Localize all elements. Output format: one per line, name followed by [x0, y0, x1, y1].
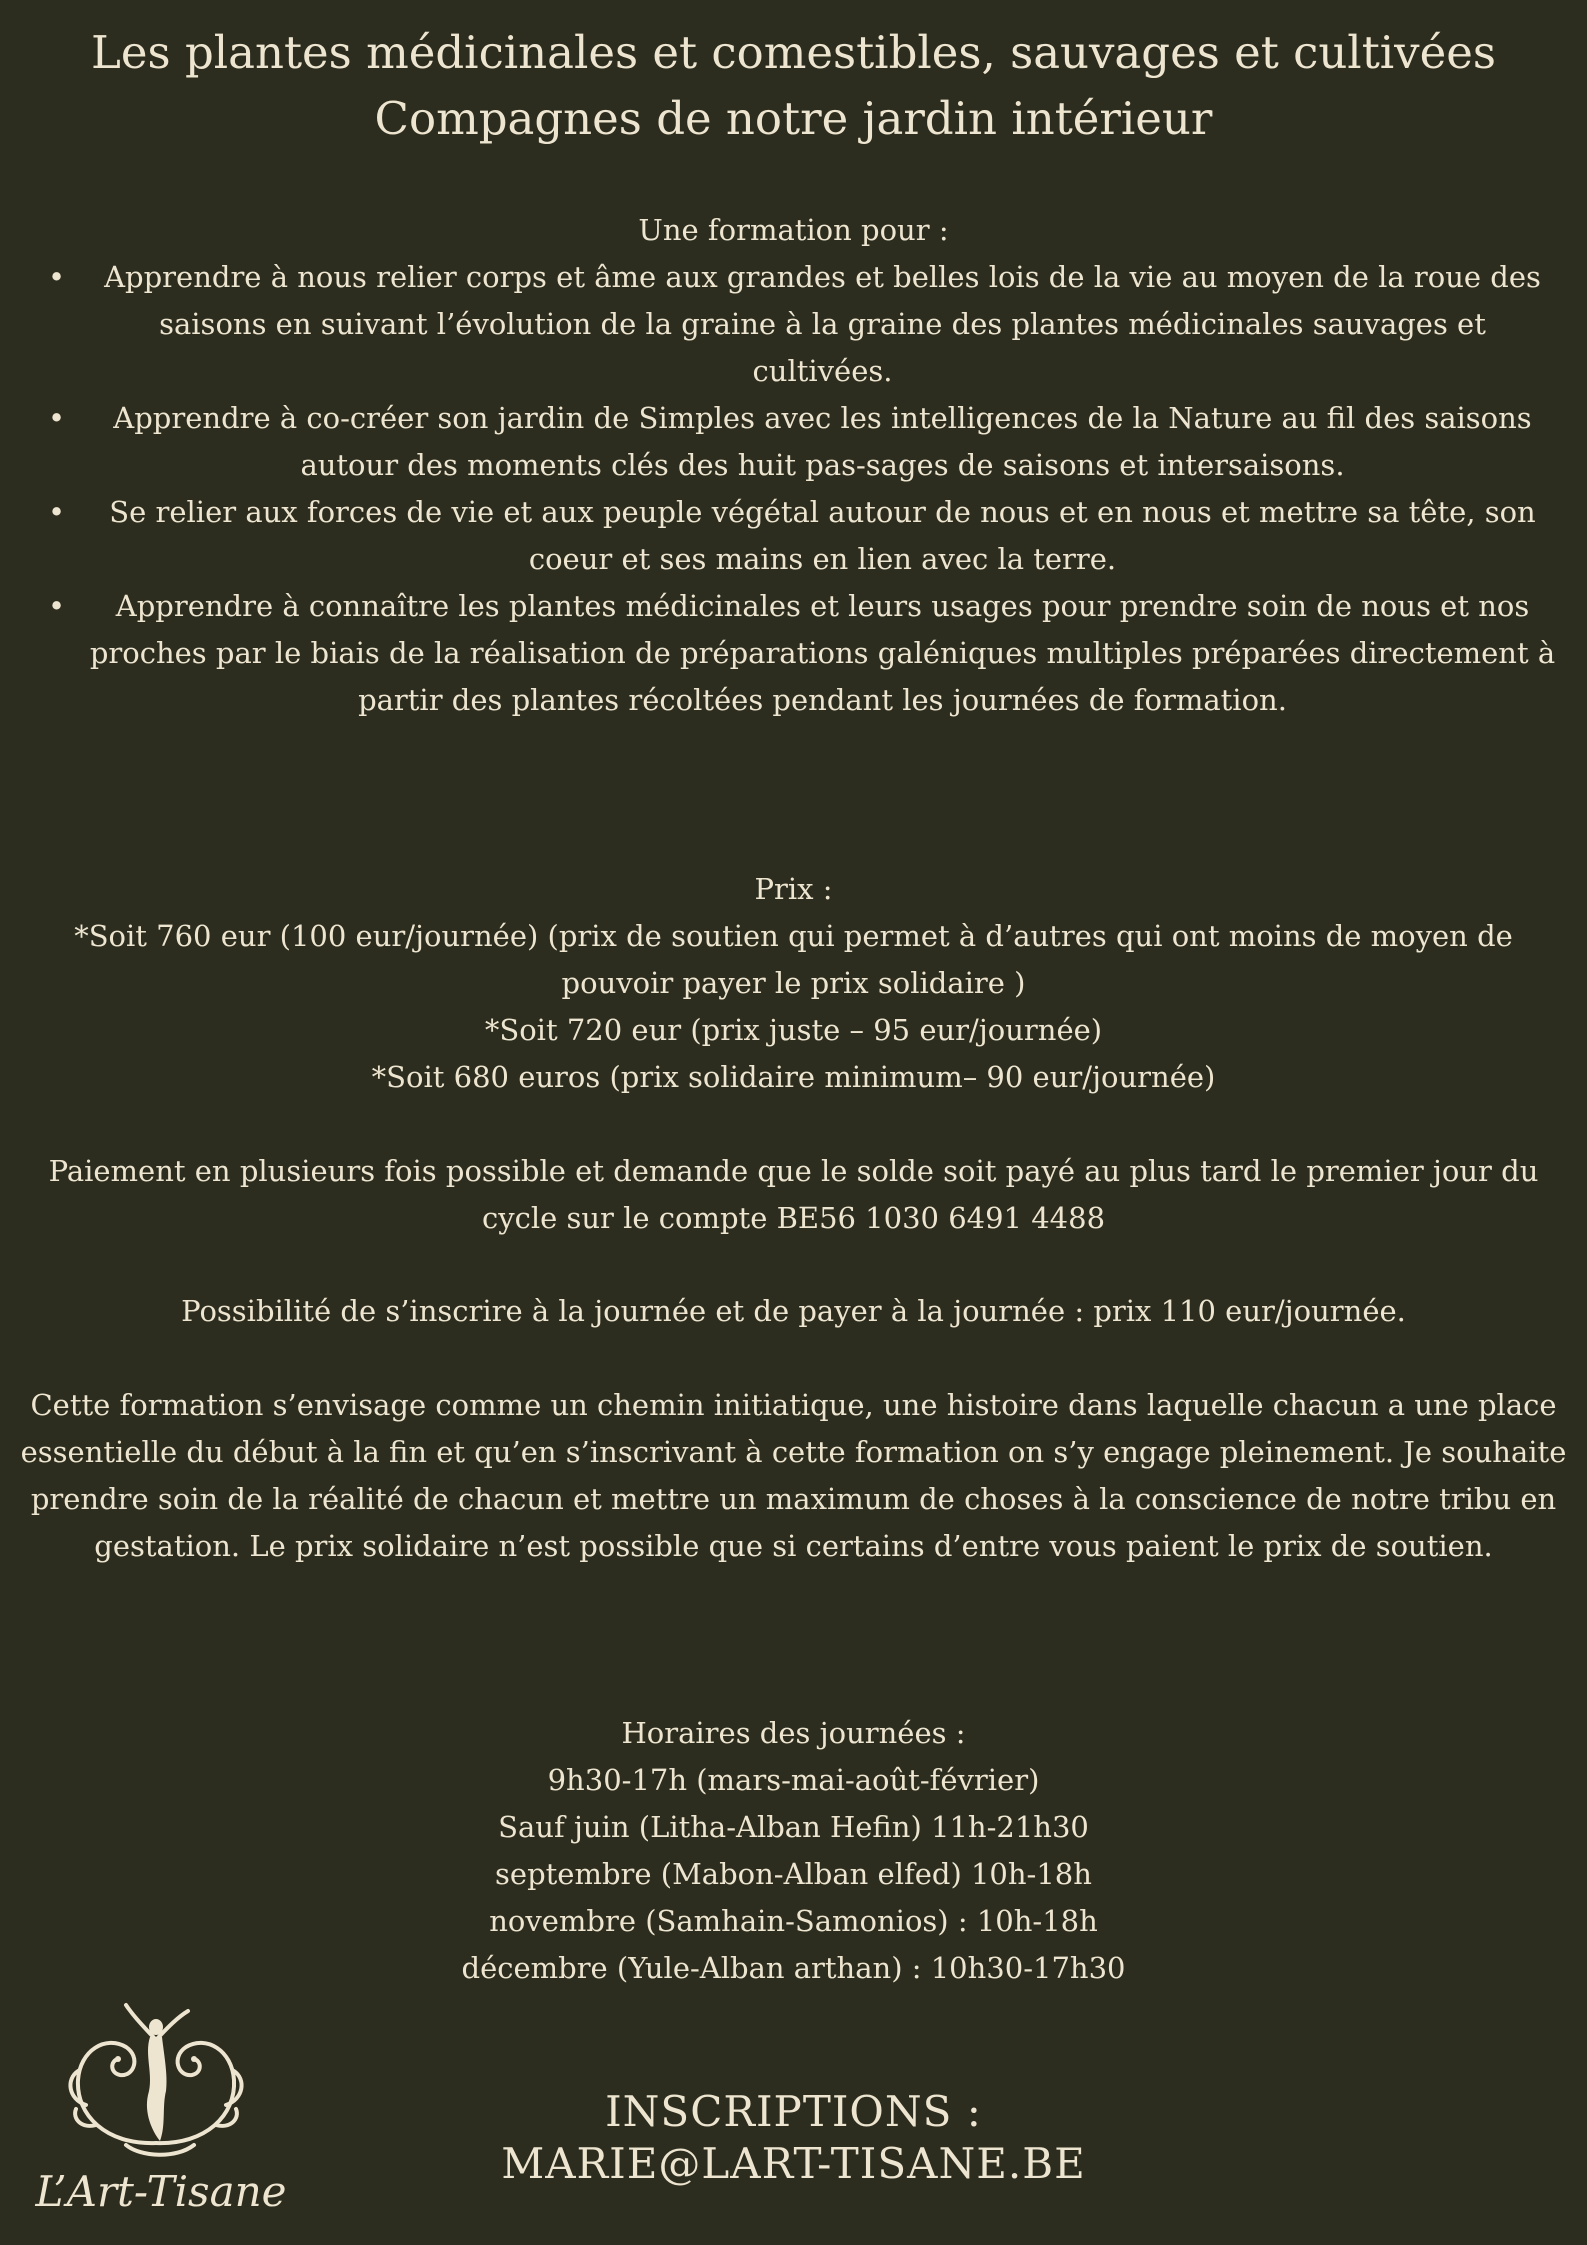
goal-text: Apprendre à co-créer son jardin de Simples avec les intelligences de la Nature au fil des saisons autour des moments clés des huit pas-sages de saisons et intersaisons. — [113, 401, 1532, 482]
day-registration-paragraph: Possibilité de s’inscrire à la journée et de payer à la journée : prix 110 eur/journée. — [181, 1294, 1406, 1328]
list-item — [40, 395, 1560, 489]
title-line-2: Compagnes de notre jardin intérieur — [374, 92, 1213, 145]
price-option-solidarity: *Soit 680 euros (prix solidaire minimum– 90 eur/journée) — [371, 1060, 1216, 1094]
bullet-icon: • — [48, 260, 66, 294]
registration-email[interactable]: MARIE@LART-TISANE.BE — [501, 2139, 1086, 2188]
goal-text: Apprendre à connaître les plantes médicinales et leurs usages pour prendre soin de nous et nos proches par le biais de la réalisation de préparations galéniques multiples préparées directement à partir des plantes récoltées pendant les journées de formation. — [89, 589, 1556, 717]
schedule-line: Sauf juin (Litha-Alban Hefin) 11h-21h30 — [498, 1810, 1089, 1844]
bullet-icon: • — [48, 495, 66, 529]
bullet-icon: • — [48, 589, 66, 623]
price-option-support: *Soit 760 eur (100 eur/journée) (prix de soutien qui permet à d’autres qui ont moins de moyen de pouvoir payer le prix solidaire ) — [74, 919, 1513, 1000]
price-option-fair: *Soit 720 eur (prix juste – 95 eur/journée) — [484, 1013, 1103, 1047]
price-heading: Prix : — [754, 872, 833, 906]
title-line-1: Les plantes médicinales et comestibles, sauvages et cultivées — [91, 26, 1496, 79]
payment-paragraph: Paiement en plusieurs fois possible et demande que le solde soit payé au plus tard le premier jour du cycle sur le compte BE56 1030 6491 4488 — [48, 1154, 1539, 1235]
goal-text: Apprendre à nous relier corps et âme aux grandes et belles lois de la vie au moyen de la roue des saisons en suivant l’évolution de la graine à la graine des plantes médicinales sauvages et cultivées. — [104, 260, 1541, 388]
registration-label: INSCRIPTIONS : — [605, 2087, 982, 2136]
payment-text — [20, 1148, 1567, 1242]
list-item — [40, 583, 1560, 724]
intro-text: Une formation pour : — [638, 213, 949, 247]
list-item — [40, 254, 1560, 395]
schedule-heading: Horaires des journées : — [621, 1716, 966, 1750]
schedule-line: septembre (Mabon-Alban elfed) 10h-18h — [495, 1857, 1092, 1891]
bullet-icon: • — [48, 401, 66, 435]
page-title — [0, 20, 1587, 152]
schedule-section — [20, 1710, 1567, 1992]
brand-name: L’Art-Tisane — [35, 2167, 287, 2216]
formation-paragraph: Cette formation s’envisage comme un chemin initiatique, une histoire dans laquelle chacun a une place essentielle du début à la fin et qu’en s’inscrivant à cette formation on s’y engage pleinement. Je souhaite prendre soin de la réalité de chacun et mettre un maximum de choses à la conscience de notre tribu en gestation. Le prix solidaire n’est possible que si certains d’entre vous paient le prix de soutien. — [20, 1388, 1567, 1563]
goal-text: Se relier aux forces de vie et aux peuple végétal autour de nous et en nous et mettre sa tête, son coeur et ses mains en lien avec la terre. — [109, 495, 1536, 576]
schedule-line: décembre (Yule-Alban arthan) : 10h30-17h30 — [461, 1951, 1126, 1985]
registration-contact — [0, 2086, 1587, 2190]
goals-list — [40, 254, 1560, 724]
day-registration-text — [20, 1288, 1567, 1335]
schedule-line: novembre (Samhain-Samonios) : 10h-18h — [489, 1904, 1098, 1938]
formation-description — [20, 1382, 1567, 1570]
schedule-line: 9h30-17h (mars-mai-août-février) — [547, 1763, 1040, 1797]
price-section — [20, 866, 1567, 1101]
list-item — [40, 489, 1560, 583]
